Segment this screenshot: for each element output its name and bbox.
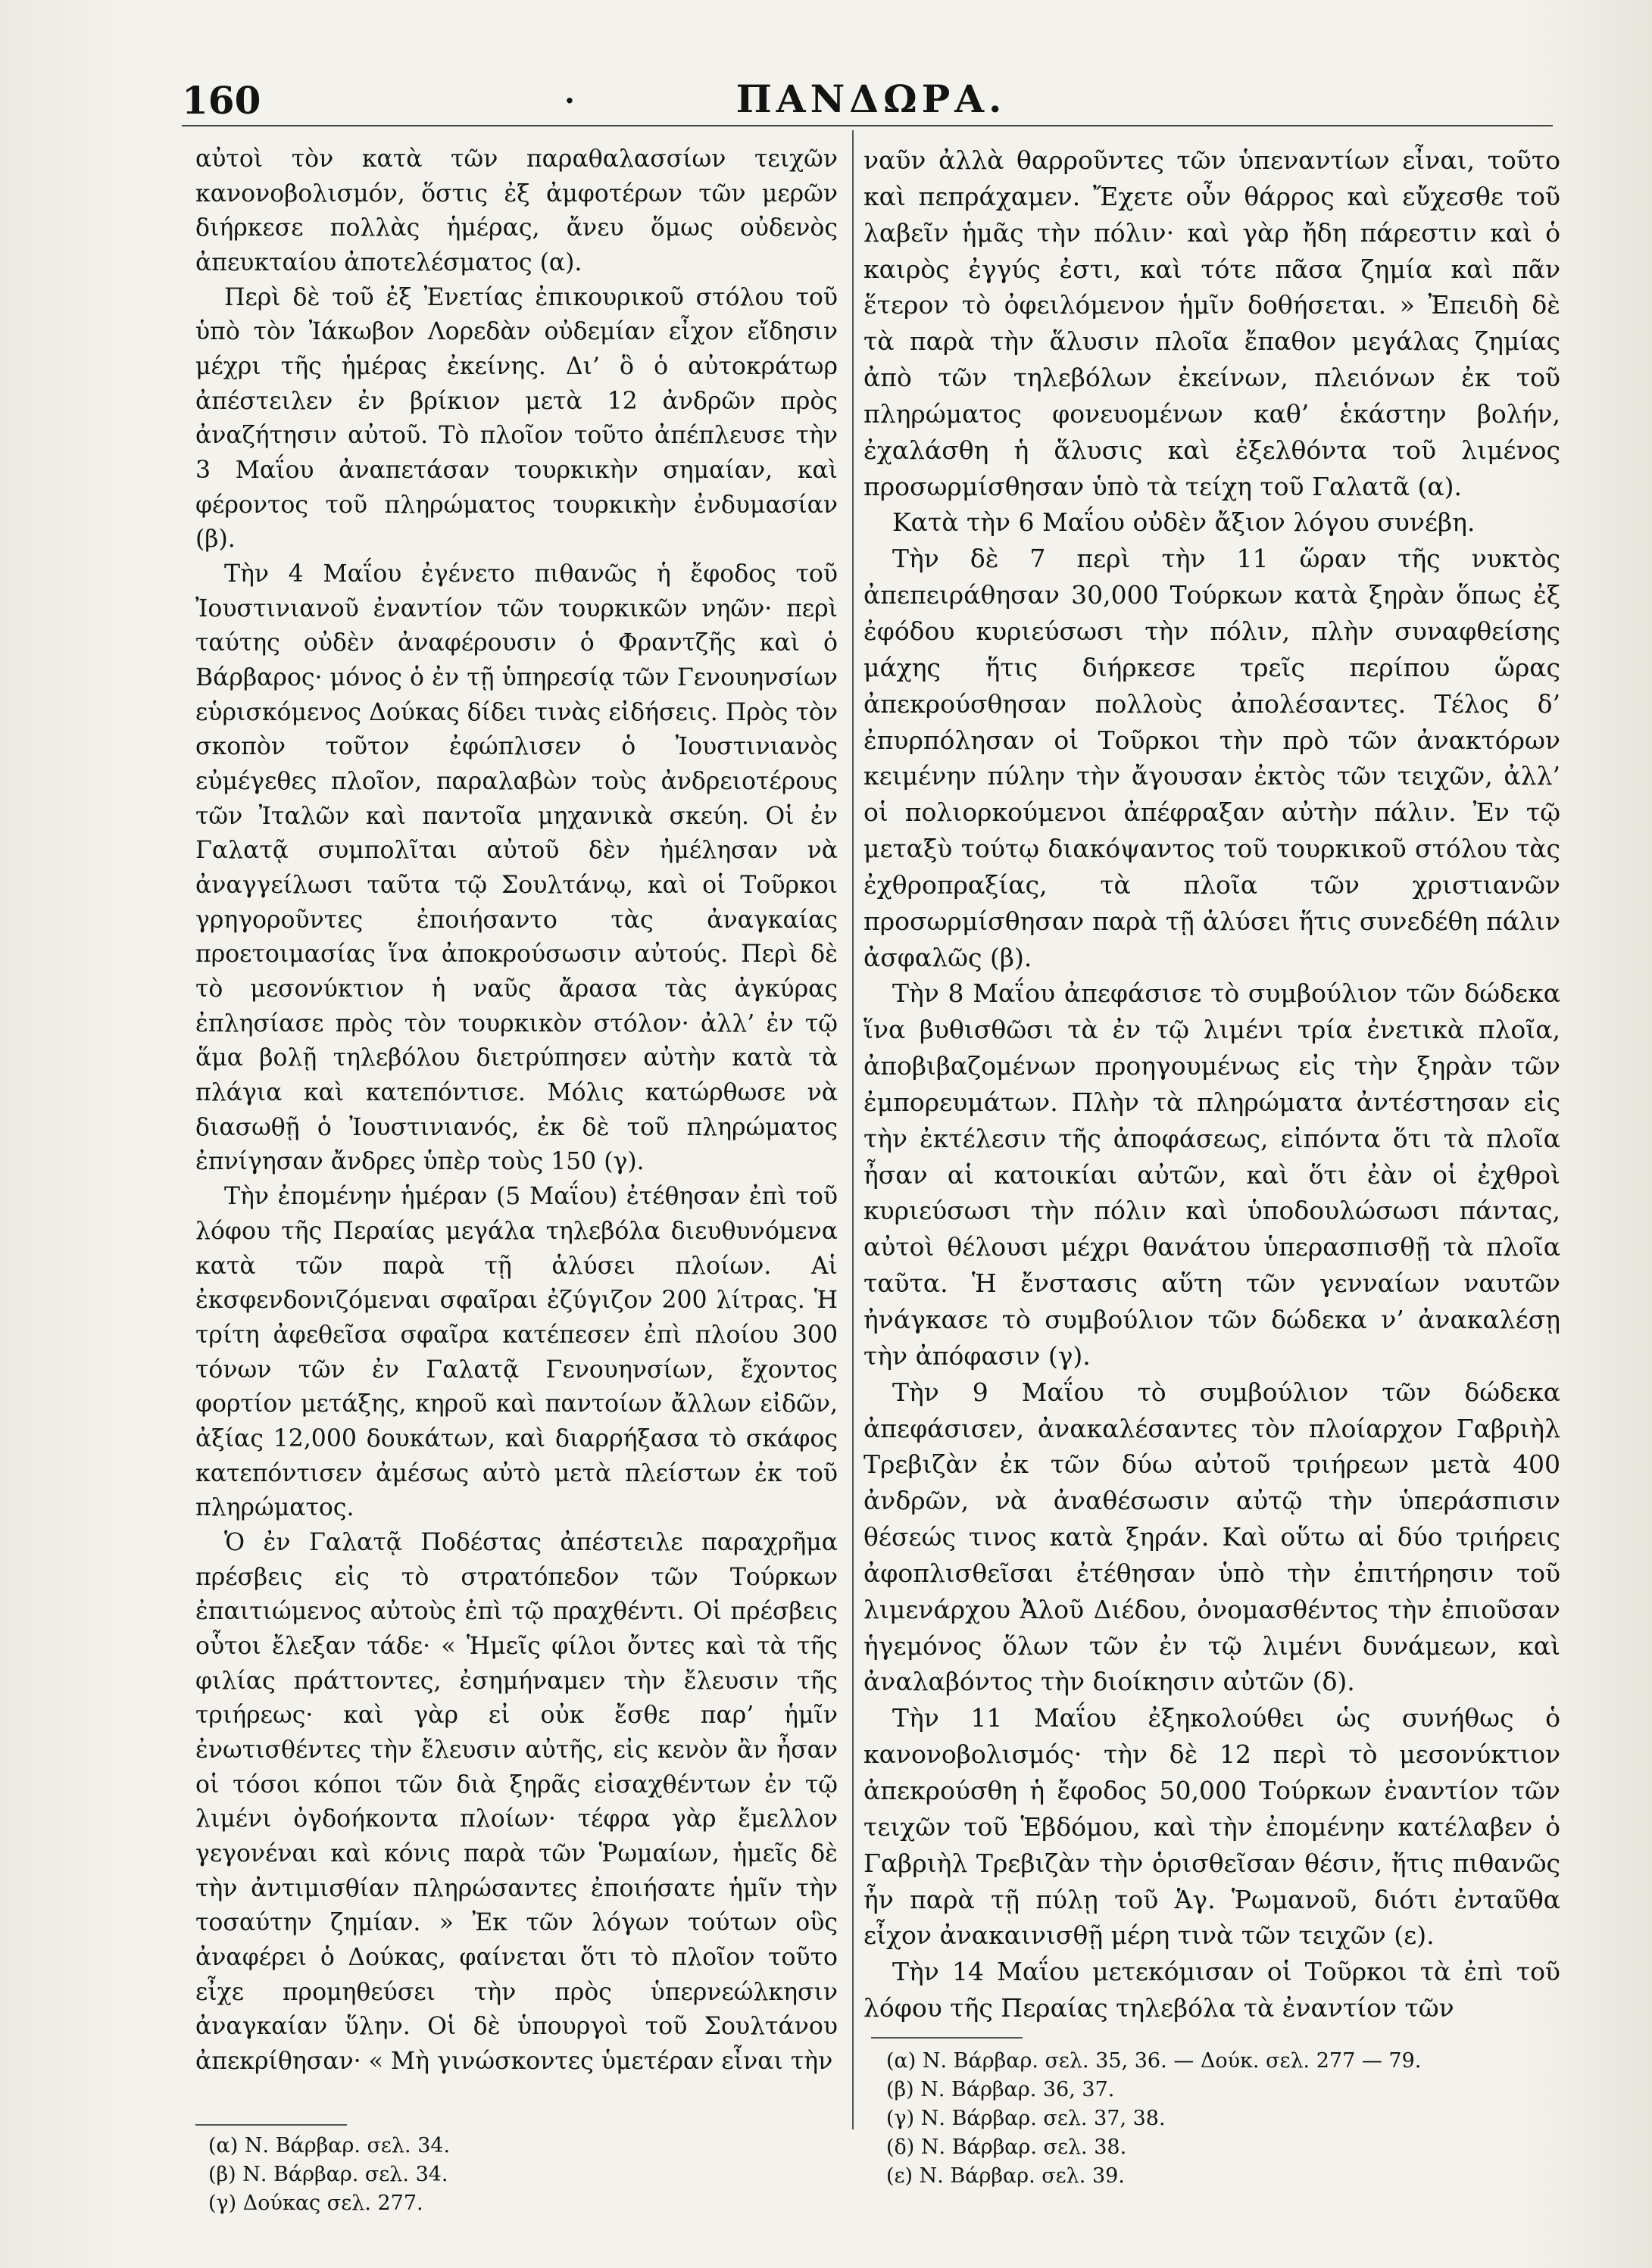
right-paragraph: Τὴν 11 Μαΐου ἐξηκολούθει ὡς συνήθως ὁ κανονοβολισμός· τὴν δὲ 12 περὶ τὸ μεσονύκτιον ἀπεκρούσθη ἡ ἔφοδος 50,000 Τούρκων ἐναντίον τῶν τειχῶν τοῦ Ἑβδόμου, καὶ τὴν ἐπομένην κατέλαβεν ὁ Γαβριὴλ Τρεβιζὰν τὴν ὁρισθεῖσαν θέσιν, ἥτις πιθανῶς ἦν παρὰ τῇ πύλῃ τοῦ Ἁγ. Ῥωμανοῦ, διότι ἐνταῦθα εἶχον ἀνακαινισθῇ μέρη τινὰ τῶν τειχῶν (ε). — [863, 1703, 1560, 1951]
header-dot: . — [564, 75, 575, 111]
column-divider — [852, 130, 854, 2129]
page-header — [182, 72, 1560, 125]
footnote: (γ) Δούκας σελ. 277. — [208, 2192, 423, 2215]
right-paragraph: ναῦν ἀλλὰ θαρροῦντες τῶν ὑπεναντίων εἶναι, τοῦτο καὶ πεπράχαμεν. Ἔχετε οὖν θάρρος καὶ εὔχεσθε τοῦ λαβεῖν ἡμᾶς τὴν πόλιν· καὶ γὰρ ἤδη πάρεστιν καὶ ὁ καιρὸς ἐγγύς ἐστι, καὶ τότε πᾶσα ζημία καὶ πᾶν ἕτερον τὸ ὀφειλόμενον ἡμῖν δοθήσεται. » Ἐπειδὴ δὲ τὰ παρὰ τὴν ἅλυσιν πλοῖα ἔπαθον μεγάλας ζημίας ἀπὸ τῶν τηλεβόλων ἐκείνων, πλειόνων ἐκ τοῦ πληρώματος φονευομένων καθ’ ἑκάστην βολήν, ἐχαλάσθη ἡ ἅλυσις καὶ ἐξελθόντα τοῦ λιμένος προσωρμίσθησαν ὑπὸ τὰ τείχη τοῦ Γαλατᾶ (α). — [863, 145, 1560, 501]
right-paragraph: Τὴν 14 Μαΐου μετεκόμισαν οἱ Τοῦρκοι τὰ ἐπὶ τοῦ λόφου τῆς Περαίας τηλεβόλα τὰ ἐναντίον τῶν — [863, 1957, 1560, 2023]
footnote: (α) Ν. Βάρβαρ. σελ. 35, 36. — Δούκ. σελ. 277 — 79. — [886, 2049, 1422, 2073]
right-column — [863, 142, 1560, 2026]
left-paragraph: Ὁ ἐν Γαλατᾷ Ποδέστας ἀπέστειλε παραχρῆμα πρέσβεις εἰς τὸ στρατόπεδον τῶν Τούρκων ἐπαιτιώμενος αὐτοὺς ἐπὶ τῷ πραχθέντι. Οἱ πρέσβεις οὗτοι ἔλεξαν τάδε· « Ἡμεῖς φίλοι ὄντες καὶ τὰ τῆς φιλίας πράττοντες, ἐσημήναμεν τὴν ἔλευσιν τῆς τριήρεως· καὶ γὰρ εἰ οὐκ ἔσθε παρ’ ἡμῖν ἐνωτισθέντες τὴν ἔλευσιν αὐτῆς, εἰς κενὸν ἂν ἦσαν οἱ τόσοι κόποι τῶν διὰ ξηρᾶς εἰσαχθέντων ἐν τῷ λιμένι ὀγδοήκοντα πλοίων· τέφρα γὰρ ἔμελλον γεγονέναι καὶ κόνις παρὰ τῶν Ῥωμαίων, ἡμεῖς δὲ τὴν ἀντιμισθίαν πληρώσαντες ἐποιήσατε ἡμῖν τὴν τοσαύτην ζημίαν. » Ἐκ τῶν λόγων τούτων οὓς ἀναφέρει ὁ Δούκας, φαίνεται ὅτι τὸ πλοῖον τοῦτο εἶχε προμηθεύσει τὴν πρὸς ὑπερνεώλκησιν ἀναγκαίαν ὕλην. Οἱ δὲ ὑπουργοὶ τοῦ Σουλτάνου ἀπεκρίθησαν· « Μὴ γινώσκοντες ὑμετέραν εἶναι τὴν — [195, 1528, 838, 2075]
footnote: (ε) Ν. Βάρβαρ. σελ. 39. — [886, 2164, 1125, 2188]
right-paragraph: Τὴν 8 Μαΐου ἀπεφάσισε τὸ συμβούλιον τῶν δώδεκα ἵνα βυθισθῶσι τὰ ἐν τῷ λιμένι τρία ἐνετικὰ πλοῖα, ἀποβιβαζομένων προηγουμένως εἰς τὴν ξηρὰν τῶν ἐμπορευμάτων. Πλὴν τὰ πληρώματα ἀντέστησαν εἰς τὴν ἐκτέλεσιν τῆς ἀποφάσεως, εἰπόντα ὅτι τὰ πλοῖα ἦσαν αἱ κατοικίαι αὐτῶν, καὶ ὅτι ἐὰν οἱ ἐχθροὶ κυριεύσωσι τὴν πόλιν καὶ ὑποδουλώσωσι πάντας, αὐτοὶ θέλουσι μέχρι θανάτου ὑπερασπισθῇ τὰ πλοῖα ταῦτα. Ἡ ἔνστασις αὕτη τῶν γενναίων ναυτῶν ἠνάγκασε τὸ συμβούλιον τῶν δώδεκα ν’ ἀνακαλέσῃ τὴν ἀπόφασιν (γ). — [863, 978, 1560, 1371]
left-column — [195, 142, 838, 2079]
footnote-rule-right — [871, 2037, 1023, 2039]
footnote-rule-left — [195, 2124, 347, 2126]
footnote: (β) Ν. Βάρβαρ. σελ. 34. — [208, 2163, 448, 2186]
footnote: (β) Ν. Βάρβαρ. 36, 37. — [886, 2078, 1115, 2101]
left-paragraph: Τὴν 4 Μαΐου ἐγένετο πιθανῶς ἡ ἔφοδος τοῦ Ἰουστινιανοῦ ἐναντίον τῶν τουρκικῶν νηῶν· περὶ ταύτης οὐδὲν ἀναφέρουσιν ὁ Φραντζῆς καὶ ὁ Βάρβαρος· μόνος ὁ ἐν τῇ ὑπηρεσίᾳ τῶν Γενουηνσίων εὑρισκόμενος Δούκας δίδει τινὰς εἰδήσεις. Πρὸς τὸν σκοπὸν τοῦτον ἐφώπλισεν ὁ Ἰουστινιανὸς εὐμέγεθες πλοῖον, παραλαβὼν τοὺς ἀνδρειοτέρους τῶν Ἰταλῶν καὶ παντοῖα μηχανικὰ σκεύη. Οἱ ἐν Γαλατᾷ συμπολῖται αὐτοῦ δὲν ἠμέλησαν νὰ ἀναγγείλωσι ταῦτα τῷ Σουλτάνῳ, καὶ οἱ Τοῦρκοι γρηγοροῦντες ἐποιήσαντο τὰς ἀναγκαίας προετοιμασίας ἵνα ἀποκρούσωσιν αὐτούς. Περὶ δὲ τὸ μεσονύκτιον ἡ ναῦς ἄρασα τὰς ἀγκύρας ἐπλησίασε πρὸς τὸν τουρκικὸν στόλον· ἀλλ’ ἐν τῷ ἅμα βολῇ τηλεβόλου διετρύπησεν αὐτὴν κατὰ τὰ πλάγια καὶ κατεπόντισε. Μόλις κατώρθωσε νὰ διασωθῇ ὁ Ἰουστινιανός, ἐκ δὲ τοῦ πληρώματος ἐπνίγησαν ἄνδρες ὑπὲρ τοὺς 150 (γ). — [195, 560, 838, 1176]
left-paragraph: αὐτοὶ τὸν κατὰ τῶν παραθαλασσίων τειχῶν κανονοβολισμόν, ὅστις ἐξ ἀμφοτέρων τῶν μερῶν διήρκεσε πολλὰς ἡμέρας, ἄνευ ὅμως οὐδενὸς ἀπευκταίου ἀποτελέσματος (α). — [195, 145, 838, 277]
footnotes-right — [886, 2047, 1553, 2191]
right-paragraph: Κατὰ τὴν 6 Μαΐου οὐδὲν ἄξιον λόγου συνέβη. — [892, 507, 1476, 538]
footnote: (δ) Ν. Βάρβαρ. σελ. 38. — [886, 2135, 1127, 2159]
right-paragraph: Τὴν δὲ 7 περὶ τὴν 11 ὥραν τῆς νυκτὸς ἀπεπειράθησαν 30,000 Τούρκων κατὰ ξηρὰν ὅπως ἐξ ἐφόδου κυριεύσωσι τὴν πόλιν, πλὴν συναφθείσης μάχης ἥτις διήρκεσε τρεῖς περίπου ὥρας ἀπεκρούσθησαν πολλοὺς ἀπολέσαντες. Τέλος δ’ ἐπυρπόλησαν οἱ Τοῦρκοι τὴν πρὸ τῶν ἀνακτόρων κειμένην πύλην τὴν ἄγουσαν ἐκτὸς τῶν τειχῶν, ἀλλ’ οἱ πολιορκούμενοι ἀπέφραξαν αὐτὴν πάλιν. Ἐν τῷ μεταξὺ τούτῳ διακόψαντος τοῦ τουρκικοῦ στόλου τὰς ἐχθροπραξίας, τὰ πλοῖα τῶν χριστιανῶν προσωρμίσθησαν παρὰ τῇ ἁλύσει ἥτις συνεδέθη πάλιν ἀσφαλῶς (β). — [863, 544, 1560, 972]
running-title: ΠΑΝΔΩΡΑ. — [735, 76, 1007, 121]
footnotes-left — [208, 2132, 814, 2218]
page-number: 160 — [182, 78, 261, 123]
header-rule — [182, 125, 1553, 126]
footnote: (α) Ν. Βάρβαρ. σελ. 34. — [208, 2134, 451, 2157]
left-paragraph: Τὴν ἐπομένην ἡμέραν (5 Μαΐου) ἐτέθησαν ἐπὶ τοῦ λόφου τῆς Περαίας μεγάλα τηλεβόλα διευθυνόμενα κατὰ τῶν παρὰ τῇ ἁλύσει πλοίων. Αἱ ἐκσφενδονιζόμεναι σφαῖραι ἐζύγιζον 200 λίτρας. Ἡ τρίτη ἀφεθεῖσα σφαῖρα κατέπεσεν ἐπὶ πλοίου 300 τόνων τῶν ἐν Γαλατᾷ Γενουηνσίων, ἔχοντος φορτίον μετάξης, κηροῦ καὶ παντοίων ἄλλων εἰδῶν, ἀξίας 12,000 δουκάτων, καὶ διαρρήξασα τὸ σκάφος κατεπόντισεν ἀμέσως αὐτὸ μετὰ πλείστων ἐκ τοῦ πληρώματος. — [195, 1183, 838, 1522]
right-paragraph: Τὴν 9 Μαΐου τὸ συμβούλιον τῶν δώδεκα ἀπεφάσισεν, ἀνακαλέσαντες τὸν πλοίαρχον Γαβριὴλ Τρεβιζὰν ἐκ τῶν δύω αὐτοῦ τριήρεων μετὰ 400 ἀνδρῶν, νὰ ἀναθέσωσιν αὐτῷ τὴν ὑπεράσπισιν θέσεώς τινος κατὰ ξηράν. Καὶ οὕτω αἱ δύο τριήρεις ἀφοπλισθεῖσαι ἐτέθησαν ὑπὸ τὴν ἐπιτήρησιν τοῦ λιμενάρχου Ἀλοῦ Διέδου, ὀνομασθέντος τὴν ἐπιοῦσαν ἡγεμόνος ὅλων τῶν ἐν τῷ λιμένι δυνάμεων, καὶ ἀναλαβόντος τὴν διοίκησιν αὐτῶν (δ). — [863, 1377, 1560, 1697]
left-paragraph: Περὶ δὲ τοῦ ἐξ Ἐνετίας ἐπικουρικοῦ στόλου τοῦ ὑπὸ τὸν Ἰάκωβον Λορεδὰν οὐδεμίαν εἶχον εἴδησιν μέχρι τῆς ἡμέρας ἐκείνης. Δι’ ὃ ὁ αὐτοκράτωρ ἀπέστειλεν ἐν βρίκιον μετὰ 12 ἀνδρῶν πρὸς ἀναζήτησιν αὐτοῦ. Τὸ πλοῖον τοῦτο ἀπέπλευσε τὴν 3 Μαΐου ἀναπετάσαν τουρκικὴν σημαίαν, καὶ φέροντος τοῦ πληρώματος τουρκικὴν ἐνδυμασίαν (β). — [195, 283, 838, 554]
footnote: (γ) Ν. Βάρβαρ. σελ. 37, 38. — [886, 2107, 1166, 2130]
